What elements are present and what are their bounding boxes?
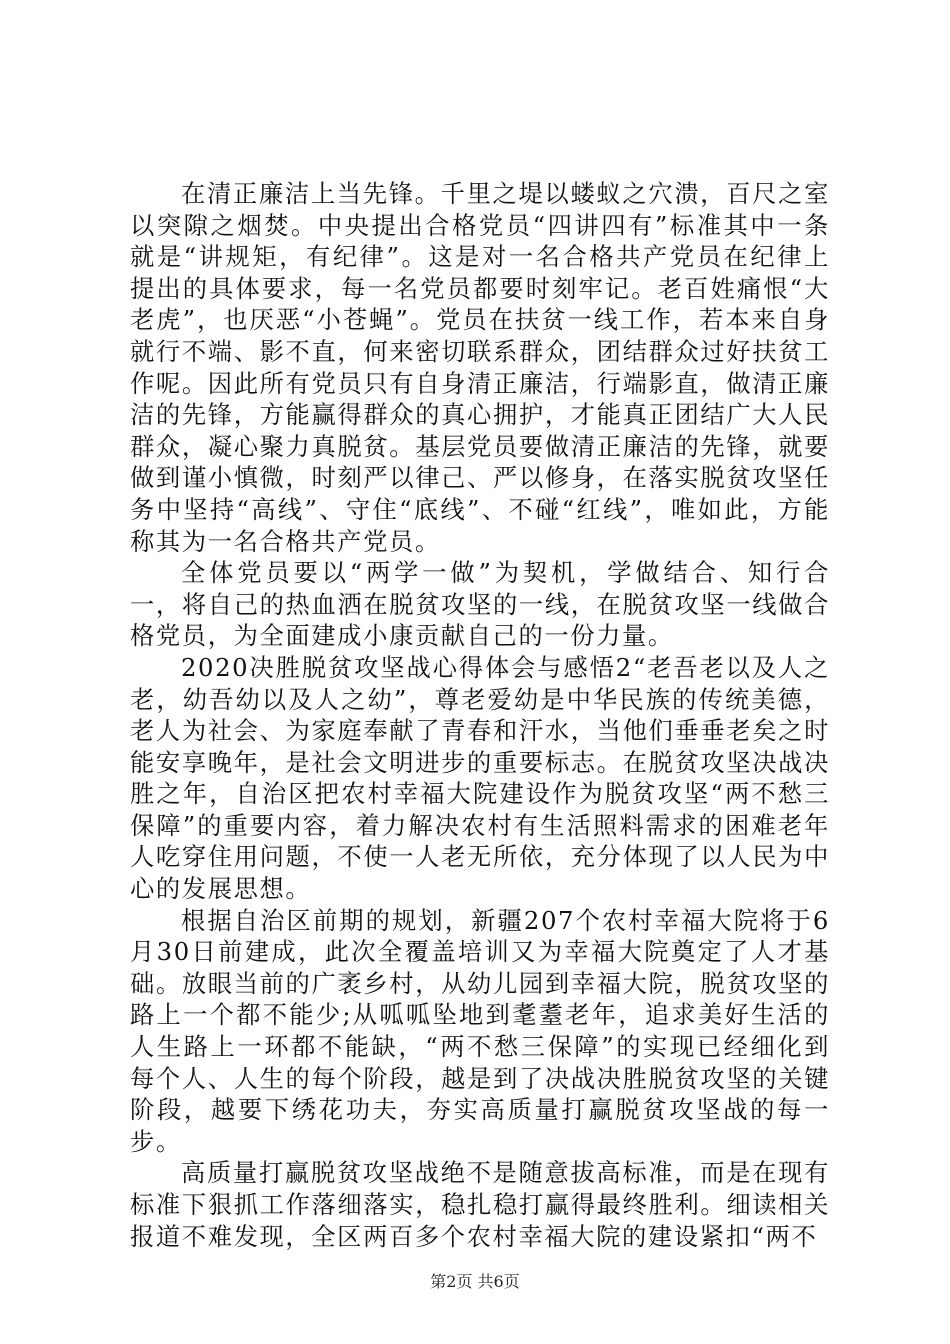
- paragraph-3: 2020决胜脱贫攻坚战心得体会与感悟2“老吾老以及人之老，幼吾幼以及人之幼”，尊老爱幼是中华民族的传统美德，老人为社会、为家庭奉献了青春和汗水，当他们垂垂老矣之时能安享晚年，是社会文明进步的重要标志。在脱贫攻坚决战决胜之年，自治区把农村幸福大院建设作为脱贫攻坚“两不愁三保障”的重要内容，着力解决农村有生活照料需求的困难老年人吃穿住用问题，不使一人老无所依，充分体现了以人民为中心的发展思想。: [130, 652, 830, 904]
- page-number: 第2页 共6页: [430, 1272, 520, 1291]
- page-footer: [0, 1272, 950, 1292]
- paragraph-5: 高质量打赢脱贫攻坚战绝不是随意拔高标准，而是在现有标准下狠抓工作落细落实，稳扎稳打赢得最终胜利。细读相关报道不难发现，全区两百多个农村幸福大院的建设紧扣“两不: [130, 1158, 830, 1251]
- paragraph-4: 根据自治区前期的规划，新疆207个农村幸福大院将于6月30日前建成，此次全覆盖培训又为幸福大院奠定了人才基础。放眼当前的广袤乡村，从幼儿园到幸福大院，脱贫攻坚的路上一个都不能少;从呱呱坠地到耄耋老年，追求美好生活的人生路上一环都不能缺，“两不愁三保障”的实现已经细化到每个人、人生的每个阶段，越是到了决战决胜脱贫攻坚的关键阶段，越要下绣花功夫，夯实高质量打赢脱贫攻坚战的每一步。: [130, 905, 830, 1156]
- document-body: [130, 178, 830, 1252]
- paragraph-2: 全体党员要以“两学一做”为契机，学做结合、知行合一，将自己的热血洒在脱贫攻坚的一线，在脱贫攻坚一线做合格党员，为全面建成小康贡献自己的一份力量。: [130, 558, 830, 651]
- paragraph-1: 在清正廉洁上当先锋。千里之堤以蝼蚁之穴溃，百尺之室以突隙之烟焚。中央提出合格党员“四讲四有”标准其中一条就是“讲规矩，有纪律”。这是对一名合格共产党员在纪律上提出的具体要求，每一名党员都要时刻牢记。老百姓痛恨“大老虎”，也厌恶“小苍蝇”。党员在扶贫一线工作，若本来自身就行不端、影不直，何来密切联系群众，团结群众过好扶贫工作呢。因此所有党员只有自身清正廉洁，行端影直，做清正廉洁的先锋，方能赢得群众的真心拥护，才能真正团结广大人民群众，凝心聚力真脱贫。基层党员要做清正廉洁的先锋，就要做到谨小慎微，时刻严以律己、严以修身，在落实脱贫攻坚任务中坚持“高线”、守住“底线”、不碰“红线”，唯如此，方能称其为一名合格共产党员。: [130, 179, 830, 556]
